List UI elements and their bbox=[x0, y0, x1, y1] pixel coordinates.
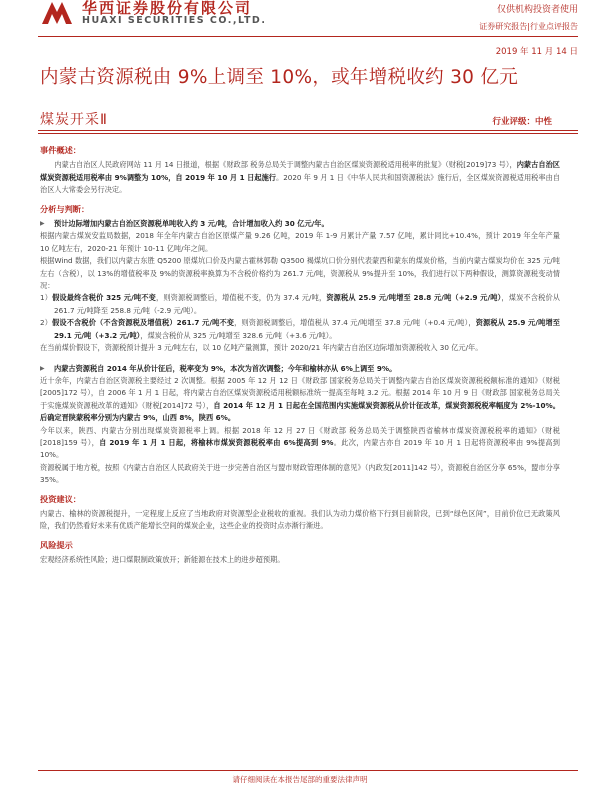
assumption-1 bbox=[40, 292, 560, 317]
recent-text-2: 。此次，内蒙古亦自 2019 年 10 月 1 日起将资源税率由 9%提高到 10%。 bbox=[40, 437, 560, 460]
recent-adjustment-paragraph bbox=[40, 425, 560, 462]
report-type: 证券研究报告|行业点评报告 bbox=[479, 22, 578, 31]
analysis-paragraph-price: 根据Wind 数据，我们以内蒙古东胜 Q5200 原煤坑口价及内蒙古霍林郭勒 Q3500 褐煤坑口价分别代表蒙西和蒙东的煤炭价格，当前内蒙古煤炭均价在 325 元/吨左右（含税），以 13%的增值税率及 9%的资源税率换算为不含税价格约为 261.7 元/吨，资源税从 9%提升至 10%，我们进行以下两种假设，测算资源税变动情况： bbox=[40, 256, 560, 291]
assumption-1-index: 1） bbox=[40, 293, 53, 303]
recommendation-paragraph: 内蒙古、榆林的资源税提升，一定程度上反应了当地政府对资源型企业税收的重视。我们认为动力煤价格下行到目前阶段，已到“绿色区间”，目前价位已无政策风险，我们仍然看好未来有优质产能增长空间的煤炭企业，这些企业的投资时点亦渐行渐进。 bbox=[40, 508, 560, 531]
report-body bbox=[40, 138, 560, 567]
company-name-en: HUAXI SECURITIES CO.,LTD. bbox=[82, 15, 267, 26]
sector-name: 煤炭开采Ⅱ bbox=[40, 112, 108, 128]
assumption-2 bbox=[40, 317, 560, 342]
history-text: 近十余年，内蒙古自治区资源税主要经过 2 次调整。根据 2005 年 12 月 12 日《财政部 国家税务总局关于调整内蒙古自治区煤炭资源税税额标准的通知》（财税[2005]172 号），自 2006 年 1 月 1 日起，将内蒙古自治区煤炭资源税适用税额标准统一提高至每吨 3.2 元。根据 2014 年 10 月 9 日《财政部 国家税务总局关于实施煤炭资源税改革的通知》（财税[2014]72 号）， bbox=[40, 375, 560, 410]
rating-label: 行业评级： bbox=[492, 117, 535, 127]
history-text-bold: 自 2014 年 12 月 1 日起在全国范围内实施煤炭资源税从价计征改革，煤炭资源税税率幅度为 2%-10%。后确定晋陕蒙税率分别为内蒙古 9%，山西 8%，陕西 6%。 bbox=[40, 400, 560, 423]
section-heading-event: 事件概述： bbox=[40, 145, 81, 155]
assumption-2-bold: 资源税从 25.9 元/吨增至 29.1 元/吨（+3.2 元/吨） bbox=[54, 318, 560, 340]
section-heading-analysis: 分析与判断： bbox=[40, 203, 90, 214]
assumption-2-tail: ，煤炭含税价从 325 元/吨增至 328.6 元/吨（+3.6 元/吨）。 bbox=[140, 330, 337, 340]
assumption-2-text: ，则资源税调整后，增值税从 37.4 元/吨增至 37.8 元/吨（+0.4 元/吨）， bbox=[234, 318, 476, 328]
assumption-1-title: 假设最终含税价 325 元/吨不变 bbox=[52, 293, 156, 303]
tax-sharing-paragraph: 资源税属于地方税，按照《内蒙古自治区人民政府关于进一步完善自治区与盟市财政管理体制的意见》（内政发[2011]142 号），资源税自治区分享 65%，盟市分享 35%。 bbox=[40, 462, 560, 485]
header-divider bbox=[38, 36, 578, 37]
analysis-bullet-2: ▶ 内蒙古资源税自 2014 年从价计征后，税率变为 9%，本次为首次调整；今年和榆林亦从 6%上调至 9%。 bbox=[40, 363, 560, 375]
event-paragraph bbox=[40, 159, 560, 196]
event-text-bold: 内蒙古自治区煤炭资源税适用税率由 9%调整为 10%，自 2019 年 10 月 1 日起施行 bbox=[40, 160, 560, 182]
assumption-1-bold: 资源税从 25.9 元/吨增至 28.8 元/吨（+2.9 元/吨） bbox=[326, 293, 502, 303]
risk-paragraph: 宏观经济系统性风险；进口煤限制政策放开；新能源在技术上的进步超预期。 bbox=[40, 555, 285, 565]
analysis-paragraph-output: 根据内蒙古煤炭安监局数据，2018 年全年内蒙古自治区原煤产量 9.26 亿吨，2019 年 1-9 月累计产量 7.57 亿吨，累计同比+10.4%，预计 2019 年全年产量 10 亿吨左右，2020-21 年预计 10-11 亿吨/年之间。 bbox=[40, 231, 560, 253]
event-text-1: 内蒙古自治区人民政府网站 11 月 14 日报道，根据《财政部 税务总局关于调整内蒙古自治区煤炭资源税适用税率的批复》（财税[2019]73 号）， bbox=[54, 160, 517, 170]
report-title: 内蒙古资源税由 9%上调至 10%，或年增税收约 30 亿元 bbox=[40, 67, 519, 88]
rating-value: 中性 bbox=[534, 117, 552, 127]
industry-rating bbox=[492, 115, 552, 127]
history-paragraph bbox=[40, 375, 560, 425]
recent-text-1: 今年以来，陕西、内蒙古分别出现煤炭资源税率上调。根据 2018 年 12 月 27 日《财政部 税务总局关于调整陕西省榆林市煤炭资源税税率的通知》（财税[2018]159 号）， bbox=[40, 425, 560, 447]
assumption-1-tail: ，煤炭不含税价从 261.7 元/吨降至 258.8 元/吨（-2.9 元/吨）。 bbox=[54, 293, 560, 315]
title-divider-thin bbox=[38, 133, 578, 134]
huaxi-logo-icon bbox=[38, 0, 76, 26]
section-heading-risk: 风险提示 bbox=[40, 539, 73, 550]
event-text-2: 。2020 年 9 月 1 日《中华人民共和国资源税法》施行后，全区煤炭资源税适用税率由自治区人大常委会另行决定。 bbox=[40, 172, 560, 195]
analysis-bullet-1: ▶ 预计边际增加内蒙古自治区资源税单吨收入约 3 元/吨，合计增加收入约 30 亿元/年。 bbox=[40, 218, 560, 230]
section-heading-recommendation: 投资建议： bbox=[40, 493, 81, 504]
audience-note: 仅供机构投资者使用 bbox=[496, 5, 578, 15]
report-date: 2019 年 11 月 14 日 bbox=[495, 47, 578, 57]
title-divider bbox=[38, 130, 578, 131]
assumption-2-index: 2） bbox=[40, 318, 53, 328]
assumption-2-title: 假设不含税价（不含资源税及增值税）261.7 元/吨不变 bbox=[52, 318, 235, 328]
company-name-cn: 华西证券股份有限公司 bbox=[82, 0, 253, 17]
legal-notice-footer: 请仔细阅读在本报告尾部的重要法律声明 bbox=[232, 775, 368, 784]
footer-divider bbox=[38, 770, 578, 771]
analysis-paragraph-summary: 在当前煤价假设下，资源税预计提升 3 元/吨左右，以 10 亿吨产量测算，预计 2020/21 年内蒙古自治区边际增加资源税收入 30 亿元/年。 bbox=[40, 343, 483, 353]
assumption-1-text: ，则资源税调整后，增值税不变，仍为 37.4 元/吨， bbox=[155, 293, 327, 303]
recent-text-bold: 自 2019 年 1 月 1 日起，将榆林市煤炭资源税税率由 6%提高到 9% bbox=[99, 437, 334, 447]
